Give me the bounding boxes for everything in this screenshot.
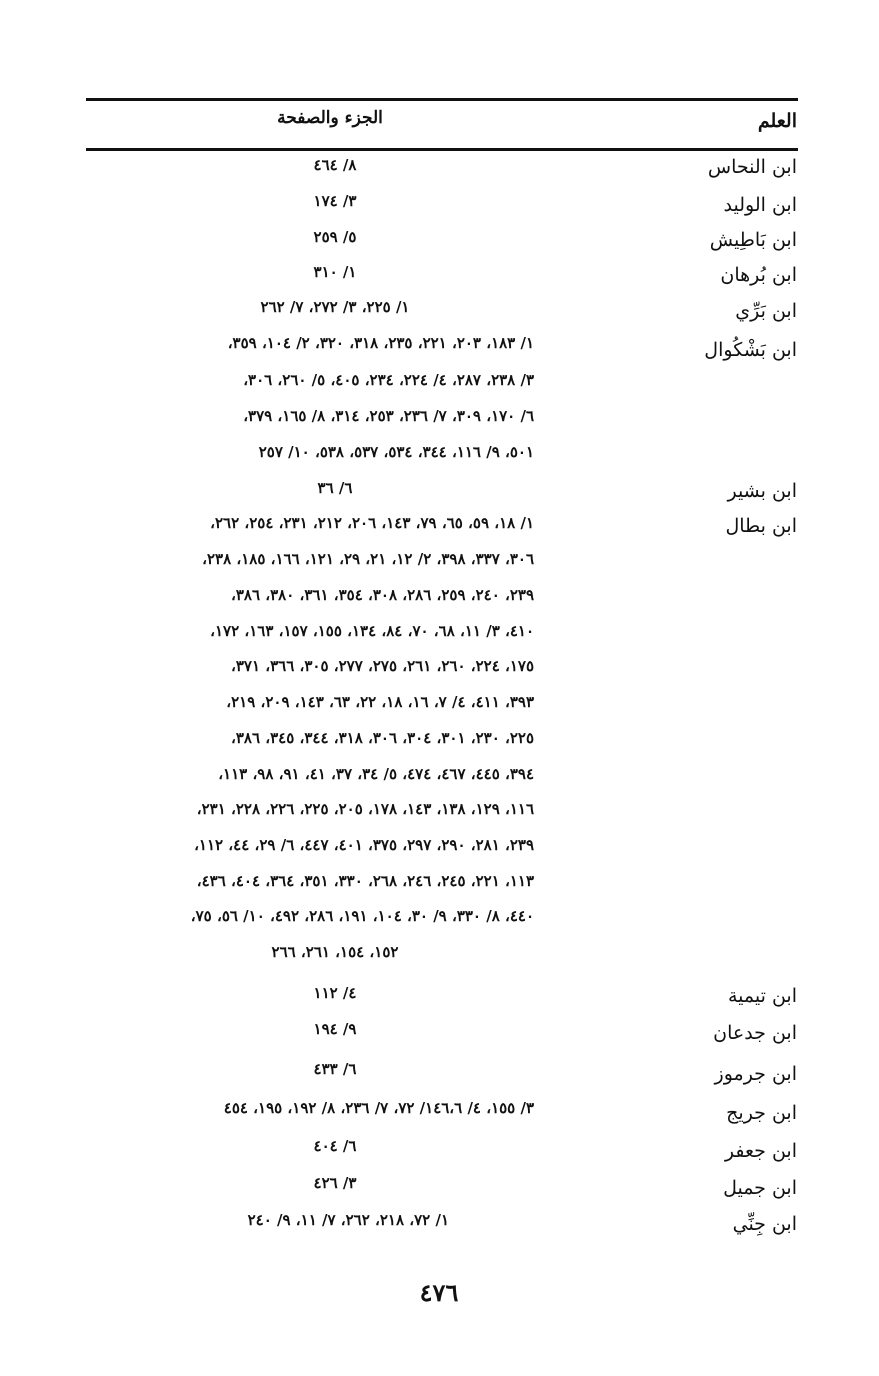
entry-ref-line: ١/ ٢٢٥، ٣/ ٢٧٢، ٧/ ٢٦٢ bbox=[260, 298, 410, 316]
entry-ref-line: ٣٩٣، ٤١١، ٤/ ٧، ١٦، ١٨، ٢٢، ٦٣، ١٤٣، ٢٠٩، ٢١٩، bbox=[226, 693, 534, 711]
entry-ref-line: ١٥٢، ١٥٤، ٢٦١، ٢٦٦ bbox=[271, 943, 399, 961]
header-ref-label: الجزء والصفحة bbox=[277, 108, 383, 128]
entry-ref-line: ٦/ ١٧٠، ٣٠٩، ٧/ ٢٣٦، ٢٥٣، ٣١٤، ٨/ ١٦٥، ٣٧٩، bbox=[243, 407, 534, 425]
top-rule bbox=[86, 98, 798, 101]
entry-ref-line: ٦/ ٤٣٣ bbox=[313, 1060, 357, 1078]
header-name-label: العلم bbox=[757, 110, 797, 132]
entry-ref-line: ٢٣٩، ٢٨١، ٢٩٠، ٢٩٧، ٣٧٥، ٤٠١، ٤٤٧، ٦/ ٢٩، ٤٤، ١١٢، bbox=[194, 836, 534, 854]
entry-ref-line: ٣/ ٢٣٨، ٢٨٧، ٤/ ٢٢٤، ٢٣٤، ٤٠٥، ٥/ ٢٦٠، ٣٠٦، bbox=[243, 371, 534, 389]
entry-name: ابن جميل bbox=[723, 1177, 797, 1199]
entry-name: ابن النحاس bbox=[707, 156, 797, 178]
entry-ref-line: ٤/ ١١٢ bbox=[313, 984, 357, 1002]
entry-ref-line: ٣/ ٤٢٦ bbox=[313, 1174, 357, 1192]
entry-name: ابن بُرهان bbox=[720, 264, 797, 286]
header-rule bbox=[86, 148, 798, 151]
entry-ref-line: ٣٠٦، ٣٣٧، ٣٩٨، ٢/ ١٢، ٢١، ٢٩، ١٢١، ١٦٦، ١٨٥، ٢٣٨، bbox=[202, 550, 534, 568]
entry-ref-line: ١/ ٧٢، ٢١٨، ٢٦٢، ٧/ ١١، ٩/ ٢٤٠ bbox=[247, 1211, 449, 1229]
entry-name: ابن جدعان bbox=[713, 1022, 797, 1044]
entry-name: ابن جعفر bbox=[724, 1140, 797, 1162]
entry-ref-line: ٢٢٥، ٢٣٠، ٣٠١، ٣٠٤، ٣٠٦، ٣١٨، ٣٤٤، ٣٤٥، ٣٨٦، bbox=[230, 729, 534, 747]
entry-name: ابن الوليد bbox=[723, 194, 797, 216]
entry-ref-line: ٤٤٠، ٨/ ٣٣٠، ٩/ ٣٠، ١٠٤، ١٩١، ٢٨٦، ٤٩٢، ١٠/ ٥٦، ٧٥، bbox=[190, 907, 534, 925]
entry-ref-line: ٣٩٤، ٤٤٥، ٤٦٧، ٤٧٤، ٥/ ٣٤، ٣٧، ٤١، ٩١، ٩٨، ١١٣، bbox=[218, 765, 534, 783]
entry-name: ابن بَرِّي bbox=[735, 300, 797, 322]
entry-name: ابن جرموز bbox=[714, 1063, 797, 1085]
entry-ref-line: ١٧٥، ٢٢٤، ٢٦٠، ٢٦١، ٢٧٥، ٢٧٧، ٣٠٥، ٣٦٦، ٣٧١، bbox=[230, 657, 534, 675]
entry-ref-line: ٤١٠، ٣/ ١١، ٦٨، ٧٠، ٨٤، ١٣٤، ١٥٥، ١٥٧، ١٦٣، ١٧٢، bbox=[210, 622, 534, 640]
entry-ref-line: ٣/ ١٧٤ bbox=[313, 192, 357, 210]
entry-ref-line: ١١٣، ٢٢١، ٢٤٥، ٢٤٦، ٢٦٨، ٣٣٠، ٣٥١، ٣٦٤، ٤٠٤، ٤٣٦، bbox=[196, 872, 534, 890]
entry-ref-line: ١١٦، ١٢٩، ١٣٨، ١٤٣، ١٧٨، ٢٠٥، ٢٢٥، ٢٢٦، ٢٢٨، ٢٣١، bbox=[196, 800, 534, 818]
page-number: ٤٧٦ bbox=[419, 1278, 459, 1307]
entry-ref-line: ١/ ١٨٣، ٢٠٣، ٢٢١، ٢٣٥، ٣١٨، ٣٢٠، ٢/ ١٠٤، ٣٥٩، bbox=[227, 334, 534, 352]
entry-ref-line: ٦/ ٣٦ bbox=[317, 479, 353, 497]
entry-name: ابن جِنِّي bbox=[732, 1213, 797, 1235]
entry-ref-line: ١/ ١٨، ٥٩، ٦٥، ٧٩، ١٤٣، ٢٠٦، ٢١٢، ٢٣١، ٢٥٤، ٢٦٢، bbox=[210, 514, 534, 532]
entry-ref-line: ٢٣٩، ٢٤٠، ٢٥٩، ٢٨٦، ٣٠٨، ٣٥٤، ٣٦١، ٣٨٠، ٣٨٦، bbox=[230, 586, 534, 604]
entry-name: ابن بطال bbox=[725, 515, 797, 537]
entry-ref-line: ٦/ ٤٠٤ bbox=[313, 1137, 357, 1155]
entry-name: ابن بَاطِيش bbox=[709, 229, 797, 251]
entry-name: ابن بشير bbox=[727, 480, 797, 502]
entry-name: ابن بَشْكُوال bbox=[704, 339, 797, 361]
entry-name: ابن تيمية bbox=[728, 985, 797, 1007]
entry-ref-line: ٥٠١، ٩/ ١١٦، ٣٤٤، ٥٣٤، ٥٣٧، ٥٣٨، ١٠/ ٢٥٧ bbox=[258, 443, 534, 461]
entry-ref-line: ٩/ ١٩٤ bbox=[313, 1020, 357, 1038]
entry-ref-line: ٥/ ٢٥٩ bbox=[313, 228, 357, 246]
entry-ref-line: ٨/ ٤٦٤ bbox=[313, 156, 357, 174]
entry-ref-line: ٣/ ١٥٥، ٤/ ١٤٦،٦/ ٧٢، ٧/ ٢٣٦، ٨/ ١٩٢، ١٩٥، ٤٥٤ bbox=[223, 1099, 534, 1117]
entry-ref-line: ١/ ٣١٠ bbox=[313, 263, 357, 281]
entry-name: ابن جريج bbox=[726, 1102, 797, 1124]
